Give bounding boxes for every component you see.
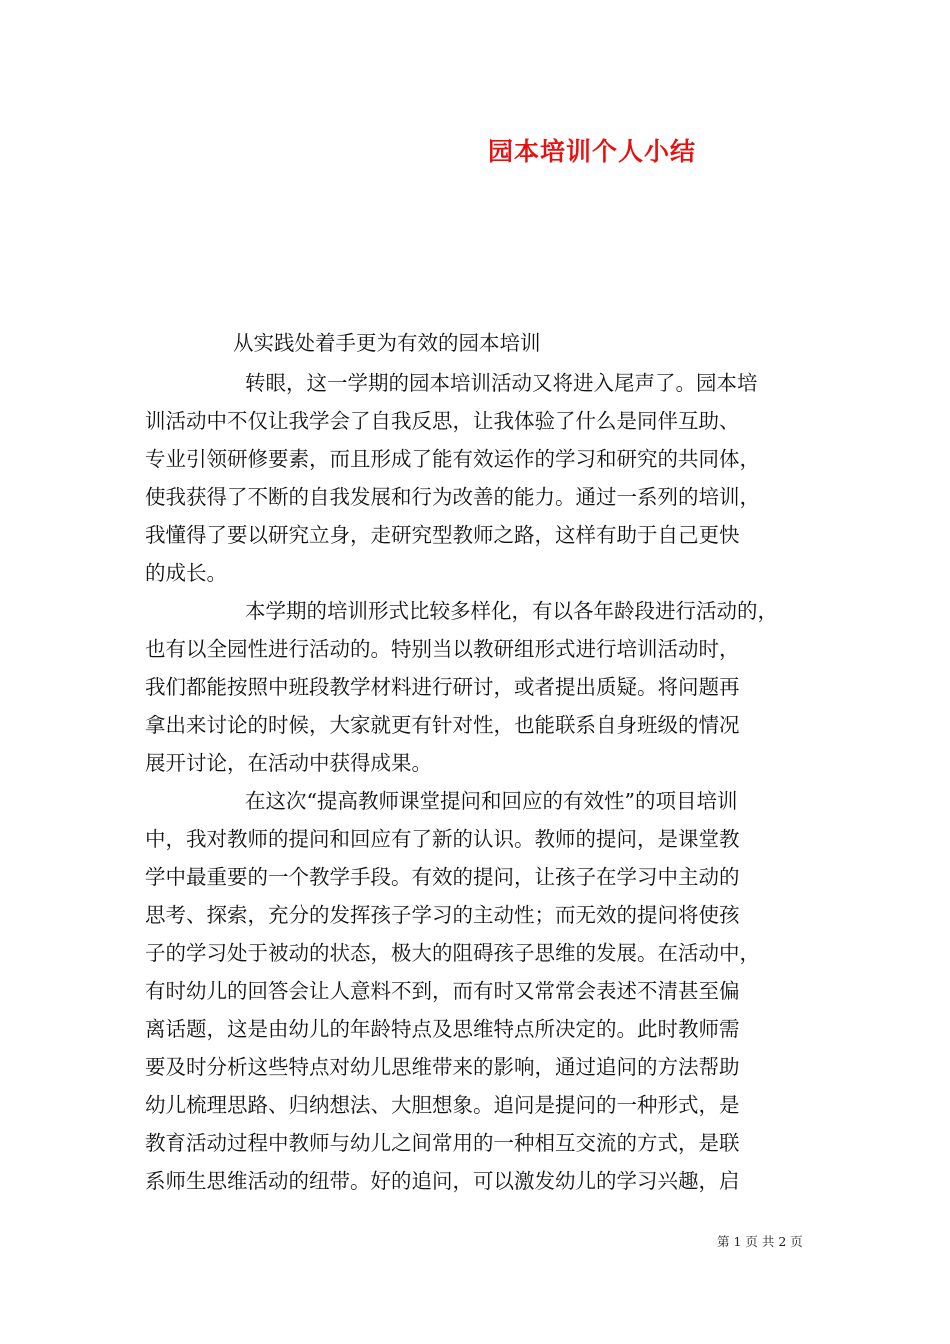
paragraph-line: 系师生思维活动的纽带。好的追问，可以激发幼儿的学习兴趣，启	[145, 1169, 740, 1193]
paragraph-line: 也有以全园性进行活动的。特别当以教研组形式进行培训活动时，	[145, 637, 740, 661]
paragraph-line: 我们都能按照中班段教学材料进行研讨，或者提出质疑。将问题再	[145, 675, 740, 699]
paragraph-line: 离话题，这是由幼儿的年龄特点及思维特点所决定的。此时教师需	[145, 1017, 740, 1041]
paragraph-line: 的成长。	[145, 561, 227, 585]
paragraph-line: 要及时分析这些特点对幼儿思维带来的影响，通过追问的方法帮助	[145, 1055, 740, 1079]
paragraph-line: 本学期的培训形式比较多样化，有以各年龄段进行活动的，	[245, 599, 778, 623]
paragraph-line: 子的学习处于被动的状态，极大的阻碍孩子思维的发展。在活动中，	[145, 941, 760, 965]
paragraph-line: 专业引领研修要素，而且形成了能有效运作的学习和研究的共同体，	[145, 447, 760, 471]
paragraph-line: 中，我对教师的提问和回应有了新的认识。教师的提问，是课堂教	[145, 827, 740, 851]
paragraph-line: 学中最重要的一个教学手段。有效的提问，让孩子在学习中主动的	[145, 865, 740, 889]
paragraph-line: 使我获得了不断的自我发展和行为改善的能力。通过一系列的培训，	[145, 485, 760, 509]
paragraph-line: 教育活动过程中教师与幼儿之间常用的一种相互交流的方式，是联	[145, 1131, 740, 1155]
paragraph-line: 训活动中不仅让我学会了自我反思，让我体验了什么是同伴互助、	[145, 409, 740, 433]
paragraph-line: 在这次“提高教师课堂提问和回应的有效性”的项目培训	[245, 789, 738, 813]
paragraph-line: 思考、探索，充分的发挥孩子学习的主动性；而无效的提问将使孩	[145, 903, 740, 927]
paragraph-line: 拿出来讨论的时候，大家就更有针对性，也能联系自身班级的情况	[145, 713, 740, 737]
paragraph-line: 转眼，这一学期的园本培训活动又将进入尾声了。园本培	[245, 371, 758, 395]
paragraph-line: 幼儿梳理思路、归纳想法、大胆想象。追问是提问的一种形式，是	[145, 1093, 740, 1117]
document-title: 园本培训个人小结	[488, 137, 697, 166]
page-footer: 第 1 页 共 2 页	[717, 1234, 803, 1249]
subheading: 从实践处着手更为有效的园本培训	[233, 331, 541, 355]
paragraph-line: 有时幼儿的回答会让人意料不到，而有时又常常会表述不清甚至偏	[145, 979, 740, 1003]
paragraph-line: 我懂得了要以研究立身，走研究型教师之路，这样有助于自己更快	[145, 523, 740, 547]
paragraph-line: 展开讨论，在活动中获得成果。	[145, 751, 432, 775]
